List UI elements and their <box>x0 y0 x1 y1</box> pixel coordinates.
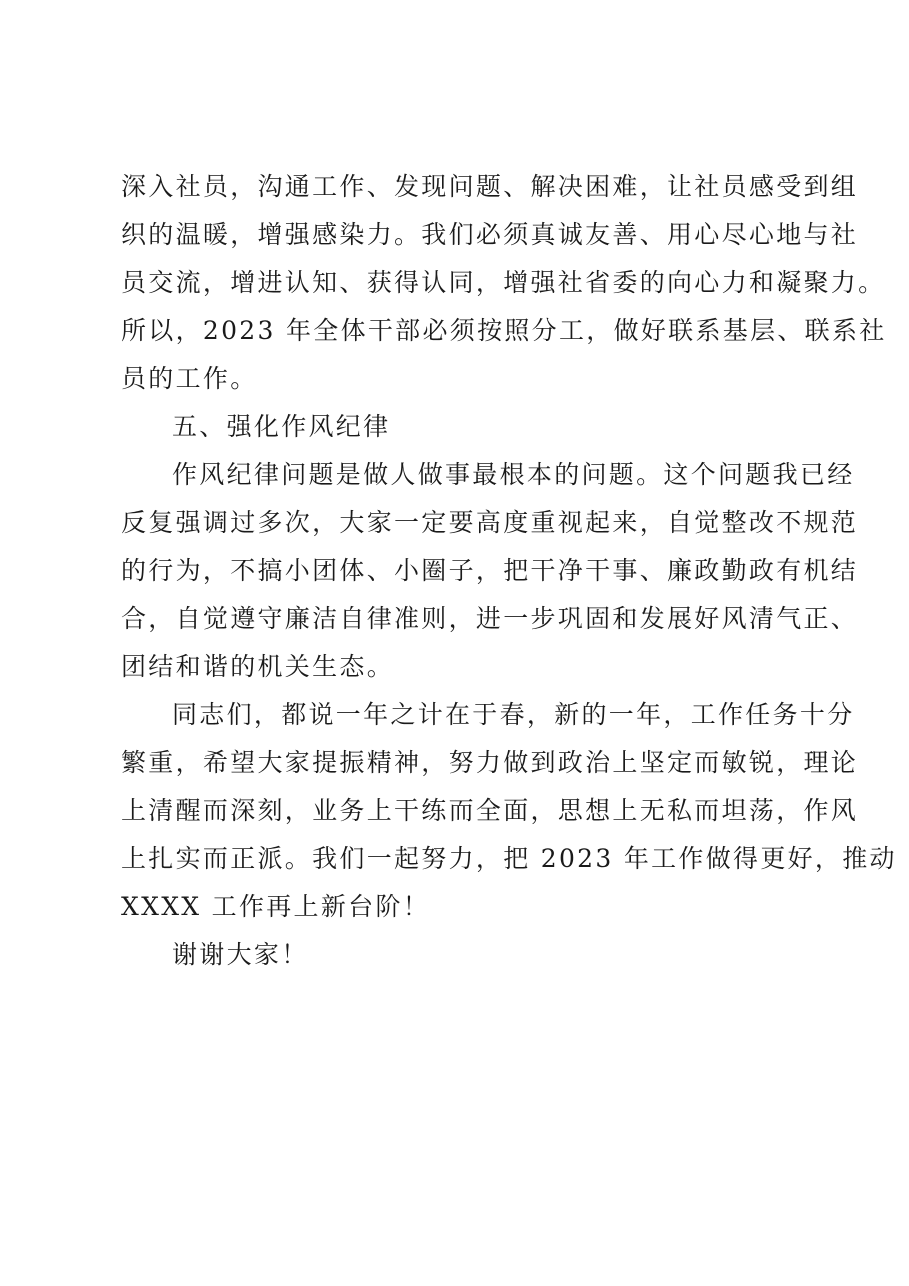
paragraph-line: XXXX 工作再上新台阶！ <box>121 892 431 921</box>
paragraph-line: 作风纪律问题是做人做事最根本的问题。这个问题我已经 <box>172 460 855 489</box>
paragraph-line: 织的温暖，增强感染力。我们必须真诚友善、用心尽心地与社 <box>121 220 859 249</box>
paragraph-line: 的行为，不搞小团体、小圈子，把干净干事、廉政勤政有机结 <box>121 556 859 585</box>
paragraph-line: 反复强调过多次，大家一定要高度重视起来，自觉整改不规范 <box>121 508 859 537</box>
paragraph-line: 上扎实而正派。我们一起努力，把 2023 年工作做得更好，推动 <box>121 844 897 873</box>
paragraph-line: 团结和谐的机关生态。 <box>121 652 395 681</box>
paragraph-line: 深入社员，沟通工作、发现问题、解决困难，让社员感受到组 <box>121 172 859 201</box>
paragraph-line: 员的工作。 <box>121 364 258 393</box>
paragraph-line: 繁重，希望大家提振精神，努力做到政治上坚定而敏锐，理论 <box>121 748 859 777</box>
paragraph-line: 同志们，都说一年之计在于春，新的一年，工作任务十分 <box>172 700 855 729</box>
paragraph-line: 上清醒而深刻，业务上干练而全面，思想上无私而坦荡，作风 <box>121 796 859 825</box>
paragraph-line: 合，自觉遵守廉洁自律准则，进一步巩固和发展好风清气正、 <box>121 604 859 633</box>
paragraph-line: 员交流，增进认知、获得认同，增强社省委的向心力和凝聚力。 <box>121 268 886 297</box>
paragraph-line: 所以，2023 年全体干部必须按照分工，做好联系基层、联系社 <box>121 316 887 345</box>
section-heading: 五、强化作风纪律 <box>172 412 391 441</box>
closing-line: 谢谢大家！ <box>172 940 309 969</box>
